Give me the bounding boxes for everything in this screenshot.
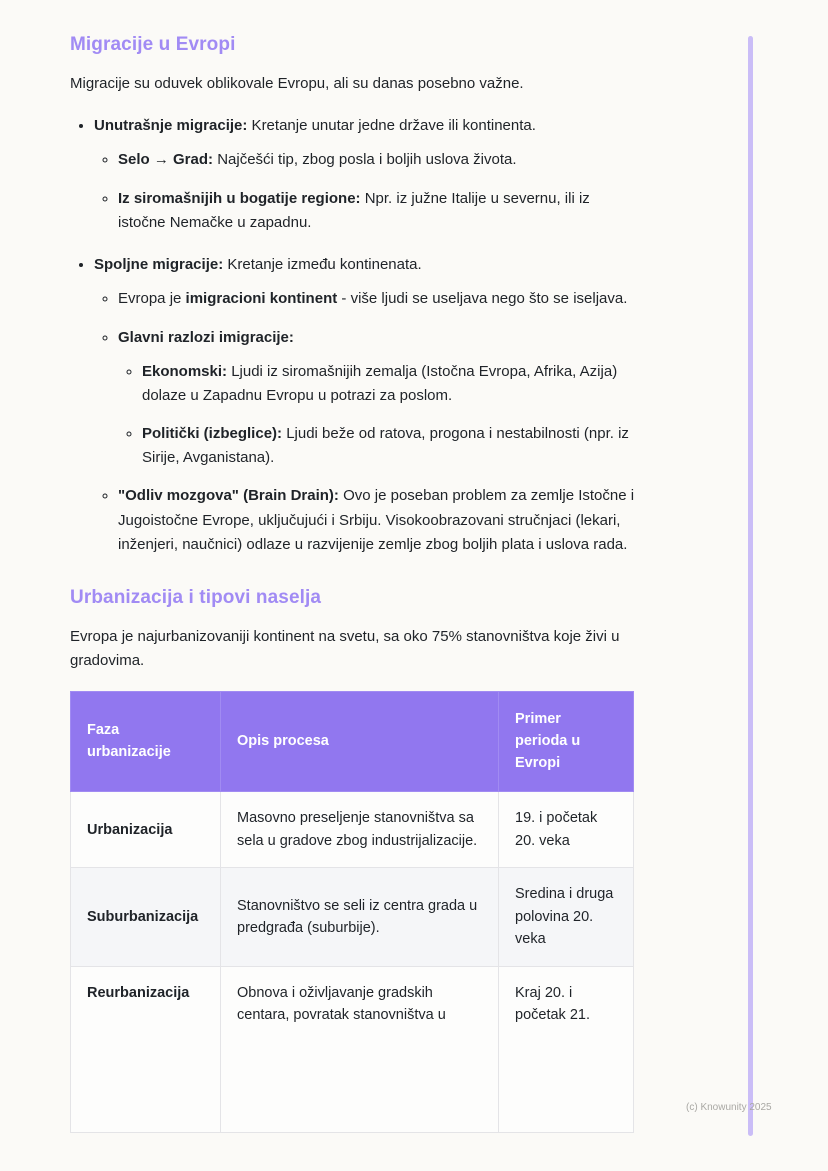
bold-run: imigracioni kontinent [185,290,338,308]
bold-run: Unutrašnje migracije: [94,117,248,134]
urbanization-table [70,691,634,1133]
scroll-indicator [748,36,753,1136]
urbanization-paragraph: Evropa je najurbanizovaniji kontinent na svetu, sa oko 75% stanovništva koje živi u gradovima. [70,628,620,670]
list-item-unutrasnje [94,114,636,235]
table-cell: Kraj 20. i početak 21. [499,966,634,1132]
list-item-politicki [142,422,636,471]
table-cell: Urbanizacija [71,792,221,868]
text-run: Evropa je [118,290,186,308]
document-page [70,34,636,1133]
text-run: Najčešći tip, zbog posla i boljih uslova života. [213,151,517,169]
bold-run: Ekonomski: [142,363,228,381]
section-heading-urbanizacija: Urbanizacija i tipovi naselja [70,587,322,609]
sublist [94,148,636,235]
list-item-razlozi [118,326,636,470]
bold-run: Glavni razlozi imigracije: [118,328,294,346]
table-row [71,966,634,1132]
table-header-primer: Primer perioda u Evropi [499,692,634,792]
sublist [94,287,636,557]
bold-run: Spoljne migracije: [94,256,224,274]
text-run: - više ljudi se useljava nego što se iseljava. [337,290,628,308]
intro-paragraph: Migracije su oduvek oblikovale Evropu, ali su danas posebno važne. [70,75,524,92]
list-item-regioni [118,187,636,236]
list-item-selo-grad [118,148,636,172]
table-cell: Obnova i oživljavanje gradskih centara, povratak stanovništva u [221,966,499,1132]
section-heading-migracije: Migracije u Evropi [70,34,236,55]
sublist [118,360,636,470]
table-row [71,792,634,868]
table-cell: 19. i početak 20. veka [499,792,634,868]
list-item-brain-drain [118,484,636,557]
bold-run: Politički (izbeglice): [142,424,283,442]
table-cell: Suburbanizacija [71,868,221,966]
list-item-imigracioni [118,287,636,311]
table-cell: Sredina i druga polovina 20. veka [499,868,634,966]
table-cell: Stanovništvo se seli iz centra grada u predgrađa (suburbije). [221,868,499,966]
bold-run: "Odliv mozgova" (Brain Drain): [118,487,339,505]
list-item-ekonomski [142,360,636,409]
watermark: (c) Knowunity 2025 [686,1102,772,1113]
table-header-row [71,692,634,792]
table-cell: Reurbanizacija [71,966,221,1132]
text-run: Npr. iz južne Italije u severnu, ili iz istočne Nemačke u zapadnu. [118,189,590,231]
text-run: Kretanje unutar jedne države ili kontinenta. [247,117,536,134]
text-run: Kretanje između kontinenata. [223,256,422,274]
bold-run: Selo → Grad: [118,151,214,169]
list-item-spoljne [94,253,636,557]
table-cell: Masovno preseljenje stanovništva sa sela u gradove zbog industrijalizacije. [221,792,499,868]
bold-run: Iz siromašnijih u bogatije regione: [118,189,361,207]
text-run: Ovo je poseban problem za zemlje Istočne i Jugoistočne Evrope, uključujući i Srbiju. Visokoobrazovani stručnjaci (lekari, inženjeri, naučnici) odlaze u razvijenije zemlje zbog boljih plata i uslova rada. [118,487,635,553]
text-run: Ljudi beže od ratova, progona i nestabilnosti (npr. iz Sirije, Avganistana). [142,424,629,466]
table-header-faza: Faza urbanizacije [71,692,221,792]
text-run: Ljudi iz siromašnijih zemalja (Istočna Evropa, Afrika, Azija) dolaze u Zapadnu Evropu u potrazi za poslom. [142,363,618,405]
migration-list [70,114,636,557]
table-row [71,868,634,966]
table-header-opis: Opis procesa [221,692,499,792]
